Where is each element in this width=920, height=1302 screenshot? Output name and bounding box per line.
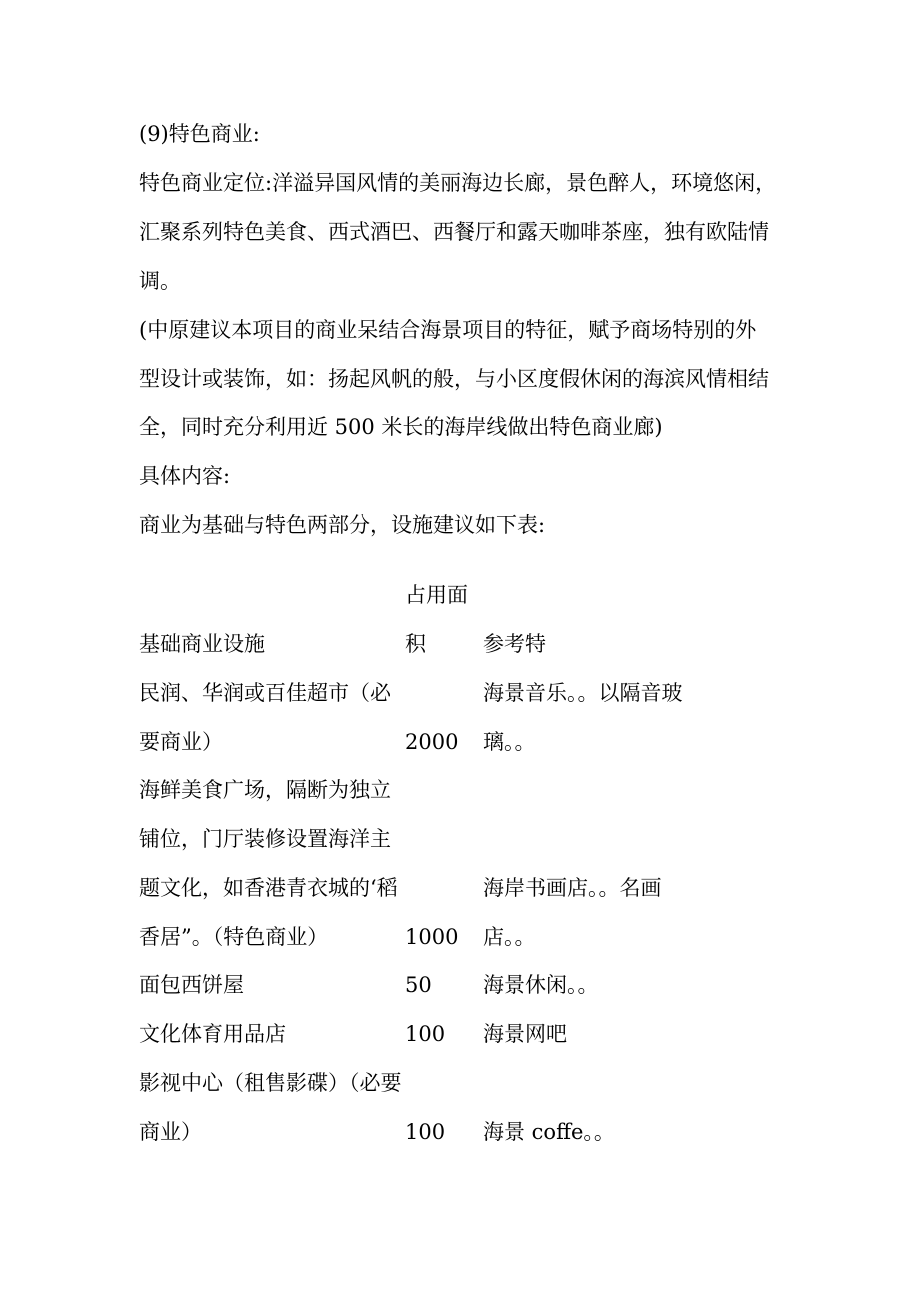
suggestion-line-3: 全，同时充分利用近 500 米长的海岸线做出特色商业廊) — [139, 415, 663, 439]
row-3-facility: 面包西饼屋 — [139, 973, 244, 997]
row-2-facility-line-3: 题文化，如香港青衣城的‘稻 — [139, 876, 398, 900]
row-2-facility-line-2: 铺位，门厅装修设置海洋主 — [139, 827, 391, 851]
positioning-line-3: 调。 — [139, 269, 181, 293]
row-5-area: 100 — [405, 1120, 446, 1144]
row-2-area: 1000 — [405, 925, 459, 949]
row-5-facility-line-1: 影视中心（租售影碟）（必要 — [139, 1071, 402, 1095]
suggestion-line-2: 型设计或装饰，如：扬起风帆的般，与小区度假休闲的海滨风情相结 — [139, 367, 769, 391]
row-4-facility: 文化体育用品店 — [139, 1022, 286, 1046]
row-2-facility-line-4: 香居”。（特色商业） — [139, 925, 329, 949]
row-2-facility-line-1: 海鲜美食广场，隔断为独立 — [139, 778, 391, 802]
section-heading: (9)特色商业: — [139, 122, 260, 146]
header-facility: 基础商业设施 — [139, 632, 265, 656]
header-area-line-2: 积 — [405, 632, 426, 656]
row-1-reference-line-1: 海景音乐。。以隔音玻 — [483, 681, 683, 705]
positioning-line-1: 特色商业定位:洋溢异国风情的美丽海边长廊，景色醉人，环境悠闲， — [139, 171, 777, 195]
header-reference: 参考特 — [483, 632, 546, 656]
row-5-facility-line-2: 商业） — [139, 1120, 202, 1144]
row-2-reference-line-2: 店。。 — [483, 925, 536, 949]
row-1-facility-line-1: 民润、华润或百佳超市（必 — [139, 681, 391, 705]
row-1-reference-line-2: 璃。。 — [483, 730, 536, 754]
row-4-reference: 海景网吧 — [483, 1022, 567, 1046]
row-1-area: 2000 — [405, 730, 459, 754]
table-intro: 商业为基础与特色两部分，设施建议如下表: — [139, 513, 546, 537]
suggestion-line-1: (中原建议本项目的商业呆结合海景项目的特征，赋予商场特别的外 — [139, 318, 757, 342]
positioning-line-2: 汇聚系列特色美食、西式酒巴、西餐厅和露天咖啡茶座，独有欧陆情 — [139, 220, 769, 244]
row-3-reference: 海景休闲。。 — [483, 973, 599, 997]
row-5-reference: 海景 coffe。。 — [483, 1120, 615, 1144]
row-1-facility-line-2: 要商业） — [139, 730, 223, 754]
row-2-reference-line-1: 海岸书画店。。名画 — [483, 876, 662, 900]
row-3-area: 50 — [405, 973, 432, 997]
header-area-line-1: 占用面 — [405, 583, 468, 607]
content-label: 具体内容: — [139, 464, 231, 488]
row-4-area: 100 — [405, 1022, 446, 1046]
